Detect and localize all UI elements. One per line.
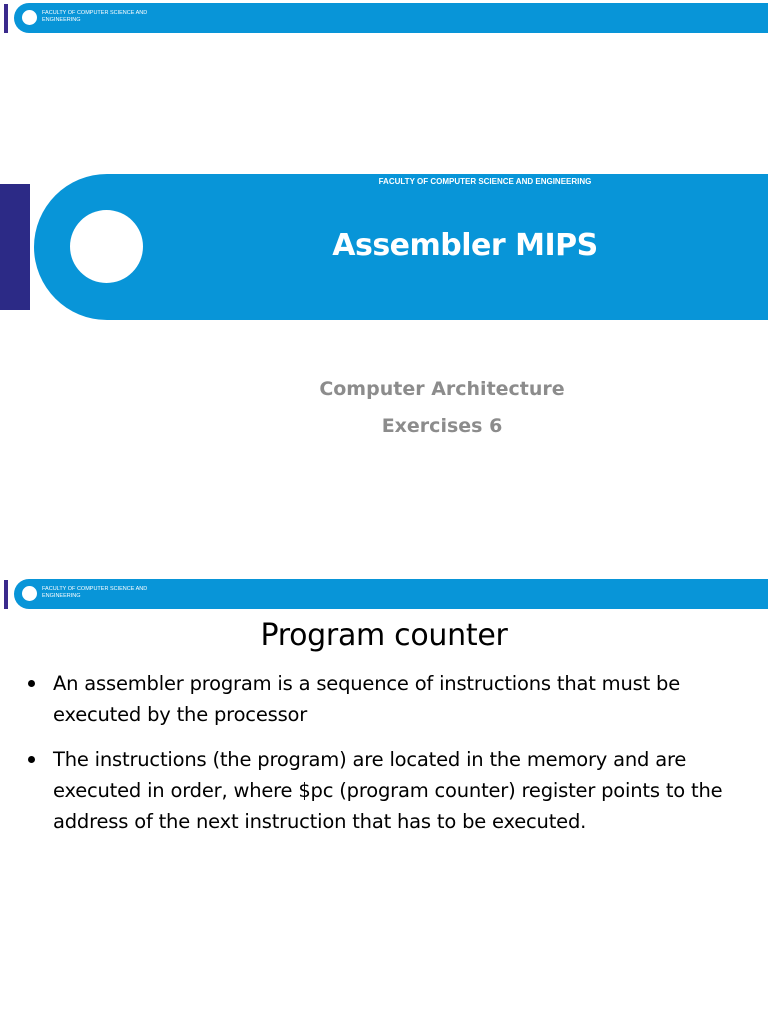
header-band xyxy=(14,3,768,33)
bullet-dot-icon xyxy=(28,756,35,763)
slide-subtitle-exercise: Exercises 6 xyxy=(381,415,503,437)
slide-program-counter xyxy=(0,576,768,1024)
bullet-item xyxy=(24,744,744,837)
header-accent-bar xyxy=(4,580,8,609)
header-band xyxy=(14,579,768,609)
header-accent-bar xyxy=(4,4,8,33)
header-faculty-label: FACULTY OF COMPUTER SCIENCE AND ENGINEERING xyxy=(42,586,148,599)
bullet-item xyxy=(24,668,744,730)
bullet-list xyxy=(24,668,744,851)
bullet-text: An assembler program is a sequence of instructions that must be executed by the processor xyxy=(53,672,681,726)
slide-main-title: Assembler MIPS xyxy=(332,228,598,263)
title-accent-bar xyxy=(0,184,30,310)
slide-subtitle-course: Computer Architecture xyxy=(319,378,565,400)
header-faculty-label: FACULTY OF COMPUTER SCIENCE AND ENGINEERING xyxy=(42,10,148,23)
title-faculty-label: FACULTY OF COMPUTER SCIENCE AND ENGINEERING xyxy=(378,177,592,186)
bullet-text: The instructions (the program) are located in the memory and are executed in order, where $pc (program counter) register points to the address of the next instruction that has to be executed. xyxy=(53,748,723,833)
header-circle-icon xyxy=(22,10,37,25)
title-circle-icon xyxy=(70,210,143,283)
slide-heading: Program counter xyxy=(260,618,508,653)
header-circle-icon xyxy=(22,586,37,601)
bullet-dot-icon xyxy=(28,680,35,687)
